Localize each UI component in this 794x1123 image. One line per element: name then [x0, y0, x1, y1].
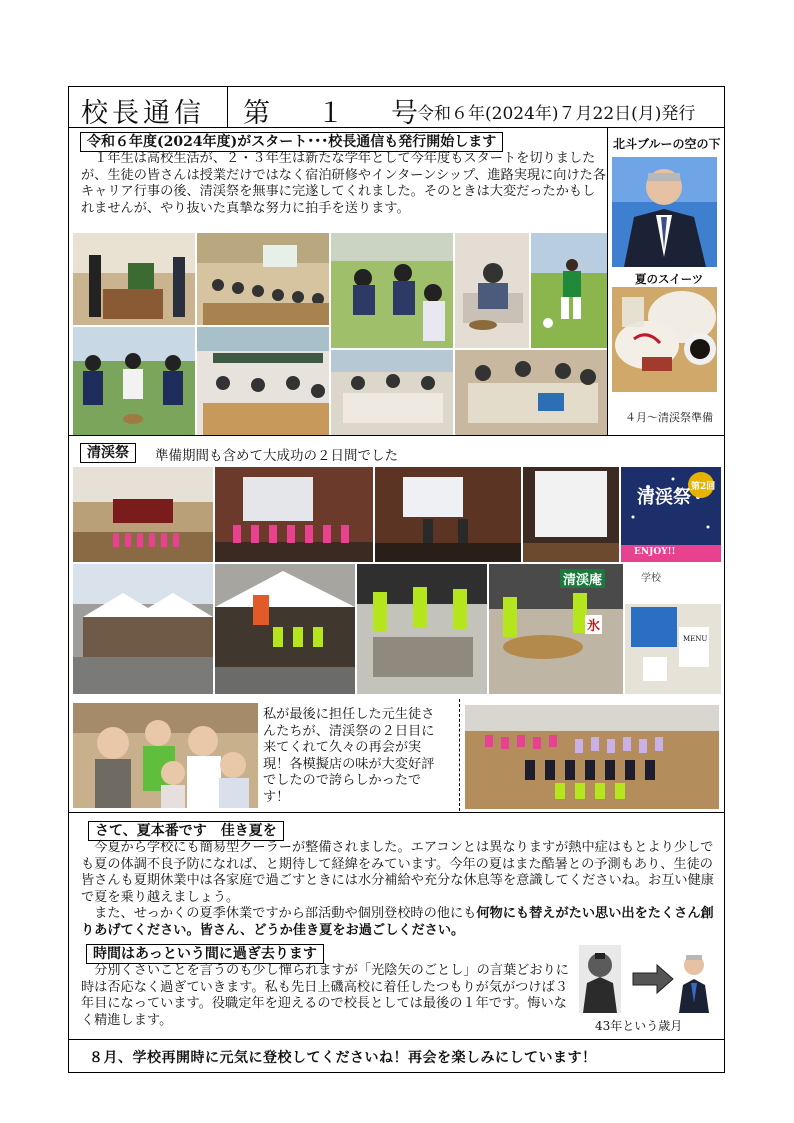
current-photo [679, 945, 709, 1013]
photo-stage-pink [215, 467, 373, 562]
collage-caption: ４月～清渓祭準備 [625, 411, 713, 424]
section3-paragraph2-bold: 何物にも替えがたい思い出をたくさん創りあげてください。皆さん、どうか佳き夏をお過ごしください。 [81, 906, 714, 938]
section1-rule [69, 435, 724, 436]
issue-date: 令和６年(2024年)７月22日(月)発行 [417, 104, 696, 124]
activity-photo-collage [73, 233, 607, 435]
poster-badge: 第2回 [691, 482, 716, 492]
section2-rule [69, 812, 724, 813]
section4-rule [69, 1039, 724, 1040]
newsletter-frame [68, 86, 725, 1073]
reunion-message: 私が最後に担任した元生徒さんたちが、清渓祭の２日目に来てくれて久々の再会が実現！各模擬店の味が大変好評でしたので誇らしかったです！ [263, 707, 435, 805]
dashed-divider [459, 699, 460, 811]
group-photo-gym [465, 705, 719, 809]
section4-heading: 時間はあっという間に過ぎ去ります [86, 944, 324, 964]
section4-paragraph: 分別くさいことを言うのも少し憚られますが「光陰矢のごとし」の言葉どおりに時は否応なく過ぎていきます。私も先日上磯高校に着任したつもりが気がつけば３年目になっています。役職定年を迎えるので校長としては最後の１年です。悔いなく精進します。 [81, 963, 569, 1028]
section1-paragraph: １年生は高校生活が、２・３年生は新たな学年として今年度もスタートを切りましたが、生徒の皆さんは授業だけではなく宿泊研修やインターンシップ、進路実現に向けた各キャリア行事の後、清渓祭を無事に完遂してくれました。そのときは大変だったかもしれませんが、やり抜いた真摯な努力に拍手を送ります。 [81, 151, 607, 216]
arrow-icon [633, 965, 673, 993]
summer-sweets-photo [612, 287, 717, 392]
photo-lecture-hall [197, 233, 329, 325]
photo-ceremony [73, 233, 195, 325]
reunion-photo [73, 703, 258, 808]
section2-heading: 清渓祭 [80, 443, 136, 463]
section1-heading: 令和６年度(2024年度)がスタート･･･校長通信も発行開始します [80, 132, 503, 152]
photo-gym-performance [73, 467, 213, 562]
sidebar-label-bottom: 夏のスイーツ [635, 272, 704, 286]
photo-outdoor-activity [73, 327, 195, 435]
sidebar-label-top: 北斗ブルーの空の下 [613, 137, 721, 151]
photo-tent-stalls [73, 564, 213, 694]
photo-tent-crowd [215, 564, 355, 694]
poster-title: 清渓祭 [637, 487, 691, 508]
section3-heading: さて、夏本番です 佳き夏を [88, 821, 284, 841]
then-and-now-caption: 43年という歳月 [595, 1019, 683, 1033]
photo-group-study [331, 350, 453, 435]
newsletter-title: 校長通信 [81, 98, 205, 129]
ice-sign: 氷 [585, 615, 602, 634]
photo-workshop [455, 350, 607, 435]
footer-message: ８月、学校再開時に元気に登校してくださいね！再会を楽しみにしています！ [89, 1050, 597, 1066]
tent-sign: 学校 [641, 573, 661, 584]
menu-sign: MENU [683, 635, 708, 643]
photo-shaved-ice-stall [625, 564, 721, 694]
photo-classroom [197, 327, 329, 435]
photo-soccer [531, 233, 607, 348]
young-photo [579, 945, 621, 1013]
photo-tatami-room [331, 233, 453, 348]
then-and-now-photos [579, 943, 709, 1015]
issue-number: 第 １ 号 [243, 98, 428, 129]
poster-sub: ENJOY!! [634, 547, 676, 557]
header-rule [69, 127, 724, 128]
section3-paragraph2 [81, 906, 721, 939]
principal-portrait [612, 157, 717, 267]
stall-sign: 清渓庵 [560, 569, 605, 588]
header-divider [227, 87, 228, 127]
photo-stage-large-screen [523, 467, 619, 562]
photo-cooking [455, 233, 529, 348]
photo-stage-screen [375, 467, 521, 562]
sidebar-divider [607, 127, 608, 435]
section3-paragraph2-plain: また、せっかくの夏季休業ですから部活動や個別登校時の他にも [81, 906, 477, 921]
section2-subheading: 準備期間も含めて大成功の２日間でした [155, 448, 398, 464]
photo-grill-stall [357, 564, 487, 694]
section3-paragraph1: 今夏から学校にも簡易型クーラーが整備されました。エアコンとは異なりますが熱中症はもとより少しでも夏の体調不良予防になれば、と期待して経緯をみています。今年の夏はまた酷暑との予測もあり、生徒の皆さんも夏期休業中は各家庭で過ごすときには水分補給や充分な休息等を意識してくださいね。お互い健康で夏を乗り越えましょう。 [81, 840, 714, 905]
festival-photo-collage [73, 467, 721, 699]
